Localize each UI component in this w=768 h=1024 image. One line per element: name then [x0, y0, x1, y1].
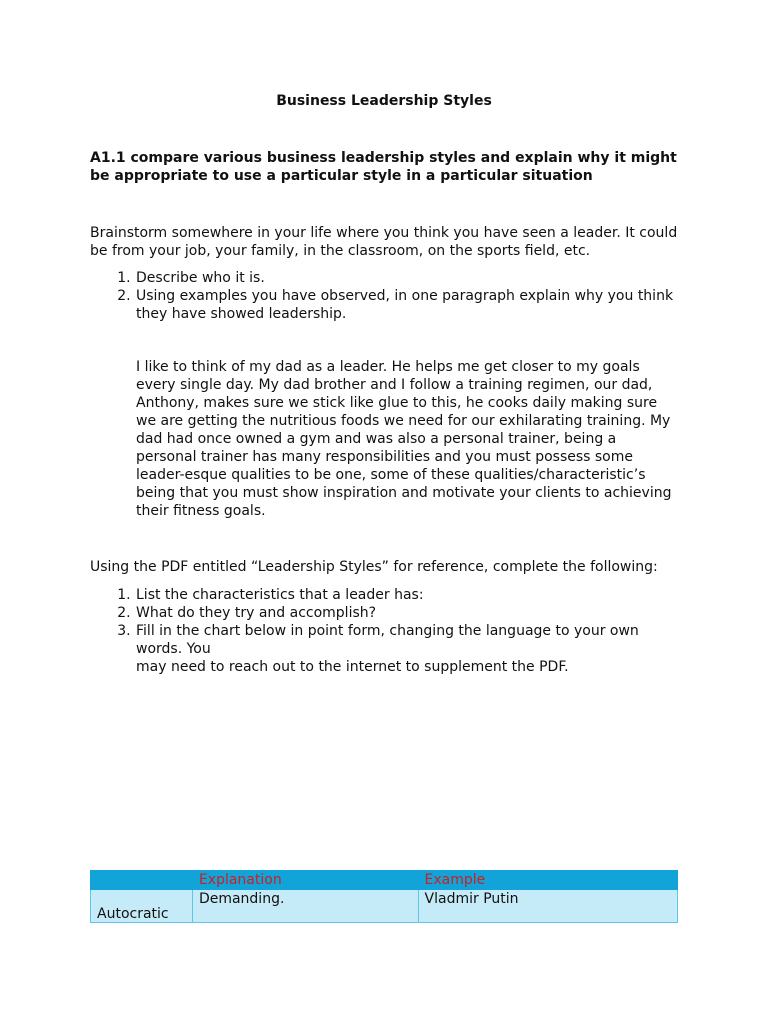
table-cell-explanation: Demanding.: [192, 890, 418, 923]
table-header-example: Example: [418, 871, 677, 890]
leader-answer-paragraph: I like to think of my dad as a leader. He helps me get closer to my goals every single day. My dad brother and I follow a training regimen, our dad, Anthony, makes sure we stick like glue to this, he cooks daily making sure we are getting the nutritious foods we need for our exhilarating training. My dad had once owned a gym and was also a personal trainer, being a personal trainer has many responsibilities and you must possess some leader-esque qualities to be one, some of these qualities/characteristic’s being that you must show inspiration and motivate your clients to achieving their fitness goals.: [136, 359, 672, 519]
document-title: Business Leadership Styles: [276, 93, 492, 109]
list-item: 1. Describe who it is.: [135, 269, 682, 287]
list-item: [135, 622, 682, 676]
prompt-list: [90, 269, 682, 323]
list-item: 2. What do they try and accomplish?: [135, 604, 682, 622]
task-list: [90, 586, 682, 676]
list-item: 2. Using examples you have observed, in one paragraph explain why you think they have showed leadership.: [135, 287, 682, 323]
brainstorm-prompt: Brainstorm somewhere in your life where you think you have seen a leader. It could be from your job, your family, in the classroom, on the sports field, etc.: [90, 225, 678, 259]
table-row: [91, 890, 678, 923]
list-item-text: Fill in the chart below in point form, changing the language to your own words. You: [136, 623, 639, 657]
table-cell-example: Vladmir Putin: [418, 890, 677, 923]
table-header-style: [91, 871, 193, 890]
pdf-instructions: Using the PDF entitled “Leadership Styles” for reference, complete the following:: [90, 559, 658, 575]
assignment-heading: A1.1 compare various business leadership styles and explain why it might be appropriate to use a particular style in a particular situation: [90, 150, 677, 184]
leadership-styles-table: [90, 870, 678, 923]
table-header-row: [91, 871, 678, 890]
list-item-continuation: may need to reach out to the internet to supplement the PDF.: [136, 659, 569, 675]
list-item: 1. List the characteristics that a leader has:: [135, 586, 682, 604]
table-header-explanation: Explanation: [192, 871, 418, 890]
table-cell-style: Autocratic: [91, 890, 193, 923]
